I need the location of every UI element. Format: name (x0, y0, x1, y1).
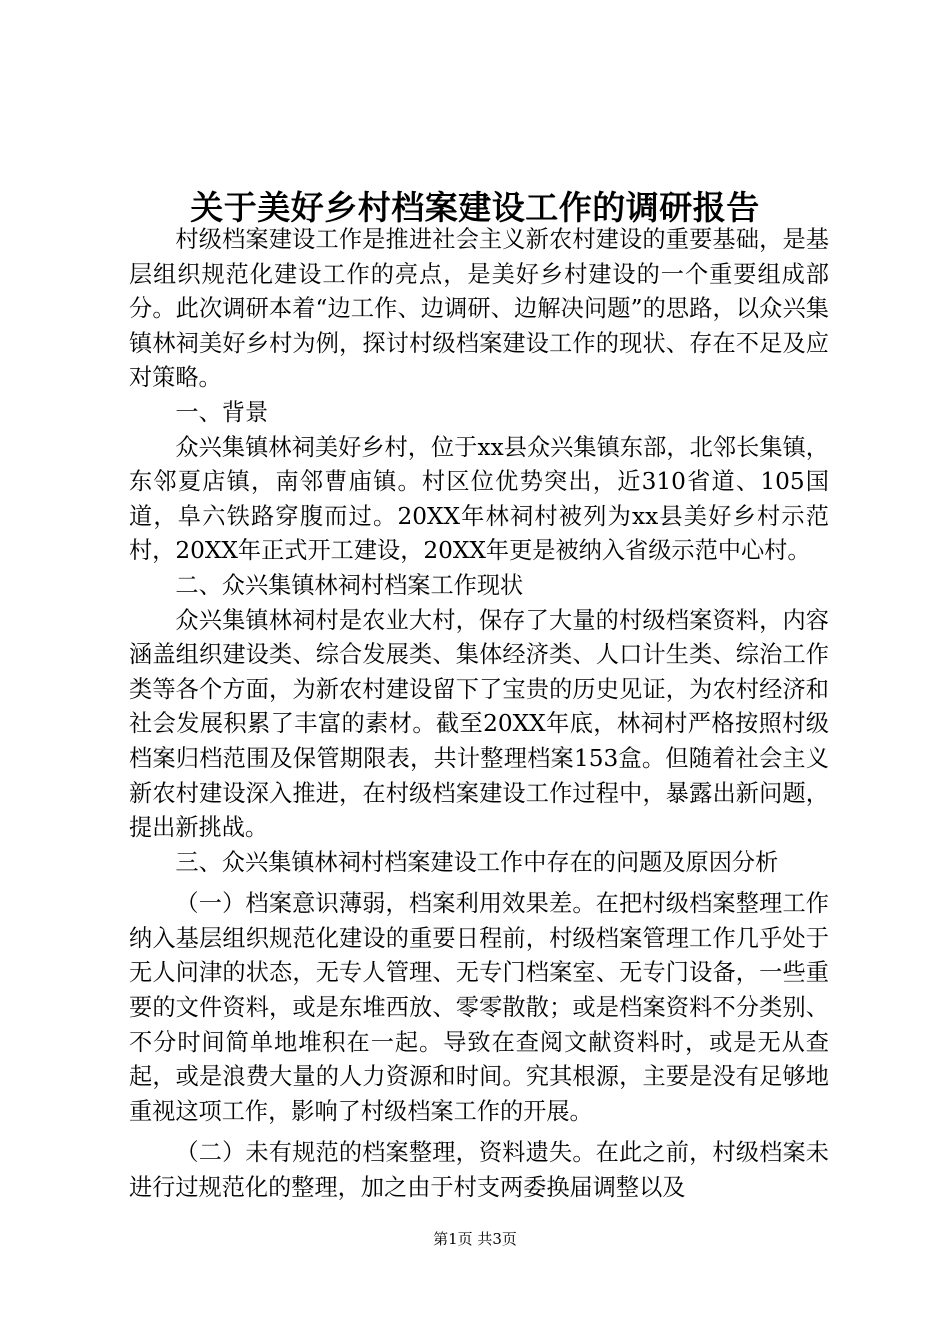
section-heading-background: 一、背景 (175, 398, 269, 426)
background-paragraph: 众兴集镇林祠美好乡村，位于xx县众兴集镇东部，北邻长集镇，东邻夏店镇，南邻曹庙镇。村区位优势突出，近310省道、105国道，阜六铁路穿腹而过。20XX年林祠村被列为xx县美好乡村示范村，20XX年正式开工建设，20XX年更是被纳入省级示范中心村。 (129, 433, 829, 565)
section-heading-problems: 三、众兴集镇林祠村档案建设工作中存在的问题及原因分析 (175, 848, 779, 876)
problem-one-paragraph: （一）档案意识薄弱，档案利用效果差。在把村级档案整理工作纳入基层组织规范化建设的重要日程前，村级档案管理工作几乎处于无人问津的状态，无专人管理、无专门档案室、无专门设备，一些重要的文件资料，或是东堆西放、零零散散；或是档案资料不分类别、不分时间简单地堆积在一起。导致在查阅文献资料时，或是无从查起，或是浪费大量的人力资源和时间。究其根源，主要是没有足够地重视这项工作，影响了村级档案工作的开展。 (129, 890, 829, 1125)
page-footer: 第1页 共3页 (433, 1230, 517, 1248)
problem-two-paragraph: （二）未有规范的档案整理，资料遗失。在此之前，村级档案未进行过规范化的整理，加之由于村支两委换届调整以及 (129, 1139, 829, 1202)
document-title: 关于美好乡村档案建设工作的调研报告 (190, 188, 760, 227)
section-heading-status: 二、众兴集镇林祠村档案工作现状 (175, 571, 524, 599)
document-body (129, 223, 829, 1206)
status-paragraph: 众兴集镇林祠村是农业大村，保存了大量的村级档案资料，内容涵盖组织建设类、综合发展类、集体经济类、人口计生类、综治工作类等各个方面，为新农村建设留下了宝贵的历史见证，为农村经济和社会发展积累了丰富的素材。截至20XX年底，林祠村严格按照村级档案归档范围及保管期限表，共计整理档案153盒。但随着社会主义新农村建设深入推进，在村级档案建设工作过程中，暴露出新问题，提出新挑战。 (129, 606, 829, 842)
intro-paragraph: 村级档案建设工作是推进社会主义新农村建设的重要基础，是基层组织规范化建设工作的亮点，是美好乡村建设的一个重要组成部分。此次调研本着“边工作、边调研、边解决问题”的思路，以众兴集镇林祠美好乡村为例，探讨村级档案建设工作的现状、存在不足及应对策略。 (129, 226, 829, 392)
